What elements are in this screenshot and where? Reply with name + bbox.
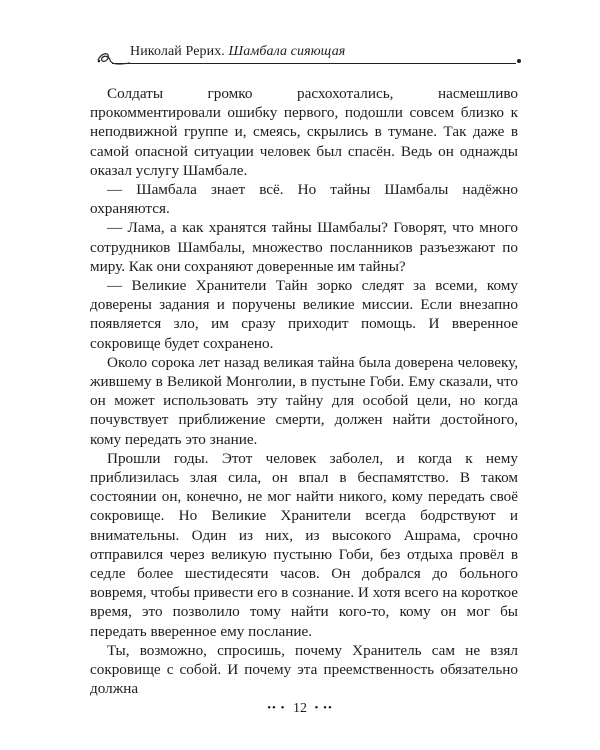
footer-left-ornament: •• •: [267, 702, 286, 714]
paragraph: Ты, возможно, спросишь, почему Хранитель сам не взял сокровище с собой. И почему эта преемственность обязательно должна: [90, 641, 518, 698]
footer-right-ornament: • ••: [314, 702, 333, 714]
page-body: [90, 84, 518, 699]
page-number: 12: [293, 701, 307, 716]
paragraph: Прошли годы. Этот человек заболел, и когда к нему приблизилась злая сила, он впал в беспамятство. В таком состоянии он, конечно, не мог найти никого, кому передать своё сокровище. Но Великие Хранители всегда бодрствуют и внимательны. Один из них, из высокого Ашрама, срочно отправился через великую пустыню Гоби, без отдыха провёл в седле более шестидесяти часов. Он добрался до больного вовремя, чтобы привести его в сознание. И хотя всего на короткое время, это позволило тому найти кого-то, кому он мог бы передать вверенное ему послание.: [90, 449, 518, 640]
header-book-title: Шамбала сияющая: [228, 44, 346, 59]
header-title: [130, 44, 345, 60]
paragraph: Солдаты громко расхохотались, насмешливо прокомментировали ошибку первого, подошли совсем близко к неподвижной группе и, смеясь, скрылись в тумане. Так даже в самой опасной ситуации человек был спасён. Ведь он однажды оказал услугу Шамбале.: [90, 85, 518, 179]
paragraph: — Шамбала знает всё. Но тайны Шамбалы надёжно охраняются.: [90, 181, 518, 218]
header-rule: [112, 63, 516, 64]
paragraph: — Великие Хранители Тайн зорко следят за всеми, кому доверены задания и поручены великие миссии. Если внезапно появляется зло, им сразу приходит помощь. И вверенное сокровище будет сохранено.: [90, 277, 518, 352]
header-end-dot: [517, 59, 521, 63]
page-footer: [0, 701, 600, 717]
paragraph: — Лама, а как хранятся тайны Шамбалы? Говорят, что много сотрудников Шамбалы, множество посланников разъезжают по миру. Как они сохраняют доверенные им тайны?: [90, 219, 518, 275]
paragraph: Около сорока лет назад великая тайна была доверена человеку, жившему в Великой Монголии, в пустыне Гоби. Ему сказали, что он может использовать эту тайну для особой цели, но когда почувствует приближение смерти, должен найти достойного, кому передать это знание.: [90, 353, 518, 448]
header-author: Николай Рерих.: [130, 44, 225, 59]
running-header: [96, 44, 521, 70]
